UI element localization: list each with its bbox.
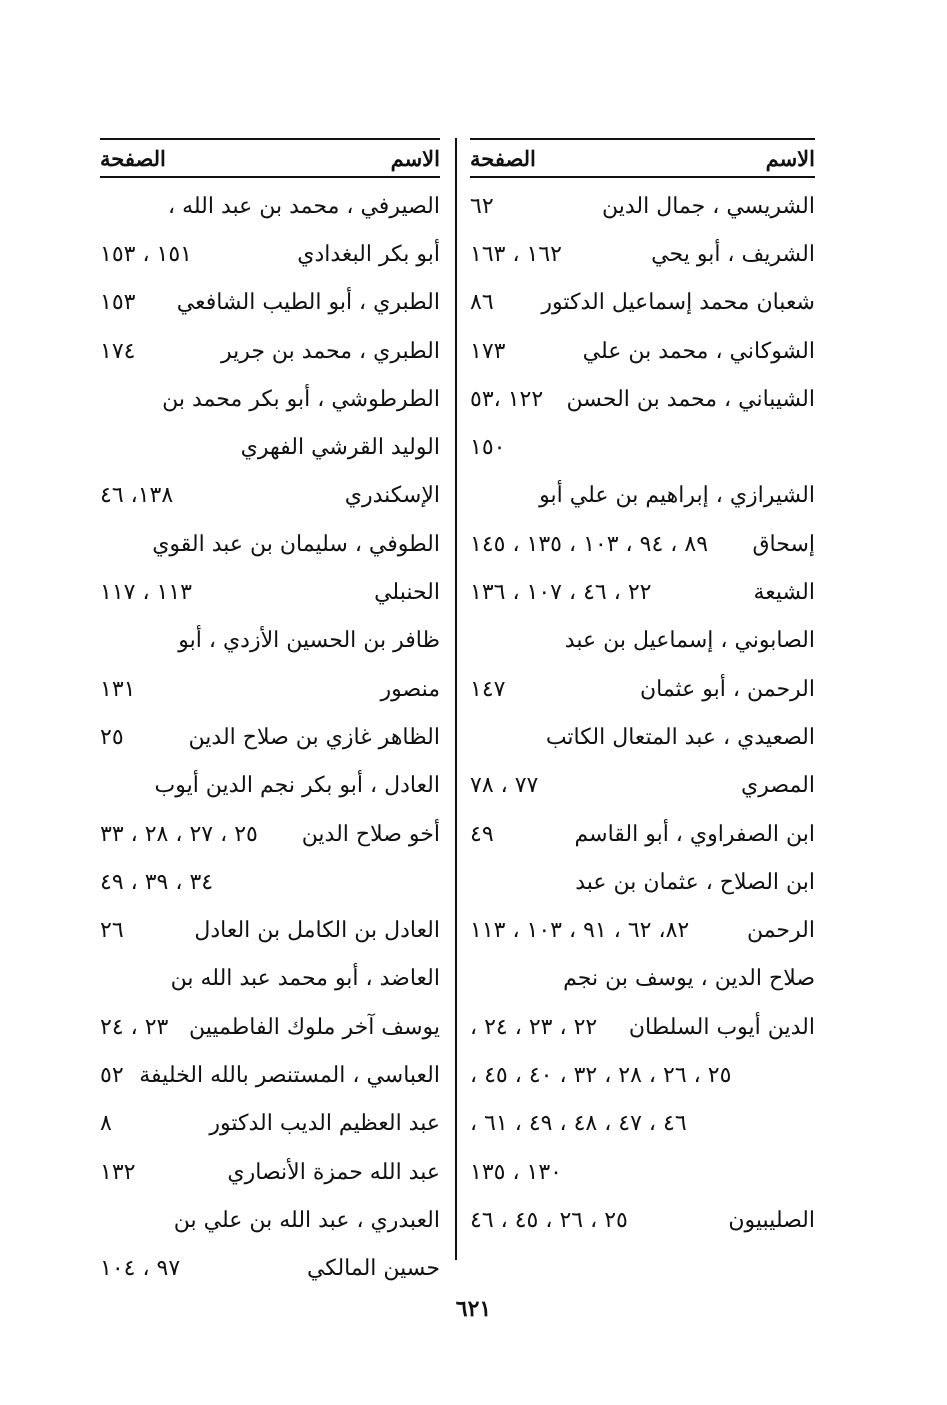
index-column-left: [100, 138, 440, 1293]
index-entry: [100, 810, 440, 858]
index-entry: [100, 182, 440, 230]
entry-name: عبد الله حمزة الأنصاري: [227, 1159, 440, 1185]
name-header: الاسم: [765, 145, 815, 171]
index-entry: [470, 375, 815, 423]
entry-name: الشوكاني ، محمد بن علي: [582, 338, 815, 364]
entry-name: ظافر بن الحسين الأزدي ، أبو: [178, 628, 440, 654]
entry-name: الرحمن ، أبو عثمان: [639, 676, 815, 702]
index-entry: [100, 713, 440, 761]
entry-pages: ١٣٨، ٤٦: [100, 483, 174, 509]
index-entry: [470, 762, 815, 810]
index-entry: [100, 858, 440, 906]
entry-pages: ٧٧ ، ٧٨: [470, 773, 539, 799]
entry-pages: ٢٢ ، ٤٦ ، ١٠٧ ، ١٣٦: [470, 580, 652, 606]
index-entry: [100, 1148, 440, 1196]
index-entry: [470, 182, 815, 230]
entry-name: شعبان محمد إسماعيل الدكتور: [541, 290, 815, 316]
entry-name: الدين أيوب السلطان: [628, 1014, 815, 1040]
entry-name: الظاهر غازي بن صلاح الدين: [188, 724, 440, 750]
entry-name: صلاح الدين ، يوسف بن نجم: [563, 966, 815, 992]
entry-pages: ٢٢ ، ٢٣ ، ٢٤ ،: [470, 1014, 598, 1040]
entry-pages: ٤٦ ، ٤٧ ، ٤٨ ، ٤٩ ، ٦١ ،: [470, 1111, 687, 1137]
index-entry: [100, 1003, 440, 1051]
entry-pages: ١٥٠: [470, 435, 506, 461]
entry-name: الصابوني ، إسماعيل بن عبد: [564, 628, 815, 654]
entry-pages: ٣٤ ، ٣٩ ، ٤٩: [100, 869, 214, 895]
entry-name: ابن الصلاح ، عثمان بن عبد: [575, 869, 815, 895]
index-entry: [100, 906, 440, 954]
index-entry: [470, 810, 815, 858]
index-entry: [470, 1148, 815, 1196]
index-column-right: [470, 138, 815, 1245]
entry-name: الإسكندري: [344, 483, 440, 509]
page-header: الصفحة: [470, 145, 536, 171]
entry-pages: ١٥٣: [100, 290, 136, 316]
entry-pages: ١٥١ ، ١٥٣: [100, 241, 192, 267]
index-entry: [470, 279, 815, 327]
page-header: الصفحة: [100, 145, 166, 171]
index-entry: [100, 230, 440, 278]
entry-name: العادل ، أبو بكر نجم الدين أيوب: [154, 773, 440, 799]
index-entry: [100, 472, 440, 520]
index-entry: [100, 955, 440, 1003]
entry-name: المصري: [741, 773, 815, 799]
index-entry: [470, 906, 815, 954]
entry-pages: ٢٣ ، ٢٤: [100, 1014, 169, 1040]
entry-name: يوسف آخر ملوك الفاطميين: [189, 1014, 440, 1040]
page-number: ٦٢١: [455, 1296, 492, 1322]
entry-name: الطبري ، أبو الطيب الشافعي: [176, 290, 440, 316]
index-entry: [470, 327, 815, 375]
index-entry: [470, 955, 815, 1003]
column-header: [470, 138, 815, 178]
index-entry: [100, 617, 440, 665]
entry-pages: ٢٥ ، ٢٧ ، ٢٨ ، ٣٣: [100, 821, 258, 847]
entry-pages: ٤٩: [470, 821, 494, 847]
entry-pages: ٢٦: [100, 918, 124, 944]
entry-pages: ٨: [100, 1111, 112, 1137]
entry-name: الطبري ، محمد بن جرير: [220, 338, 440, 364]
entry-name: أبو بكر البغدادي: [297, 241, 440, 267]
entry-name: الرحمن: [746, 918, 815, 944]
index-entry: [100, 327, 440, 375]
entry-name: الصليبيون: [728, 1207, 815, 1233]
index-entry: [470, 665, 815, 713]
entry-name: حسين المالكي: [306, 1256, 440, 1282]
entry-name: الشريسي ، جمال الدين: [602, 193, 815, 219]
entry-name: أخو صلاح الدين: [301, 821, 440, 847]
entry-pages: ٨٩ ، ٩٤ ، ١٠٣ ، ١٣٥ ، ١٤٥: [470, 531, 709, 557]
index-entry: [470, 568, 815, 616]
index-entry: [470, 1051, 815, 1099]
entry-pages: ٢٥ ، ٢٦ ، ٤٥ ، ٤٦: [470, 1207, 628, 1233]
entry-pages: ١١٣ ، ١١٧: [100, 580, 192, 606]
index-entry: [100, 1100, 440, 1148]
entry-name: الصعيدي ، عبد المتعال الكاتب: [545, 724, 815, 750]
index-entry: [100, 375, 440, 423]
index-entry: [100, 1245, 440, 1293]
entry-name: منصور: [380, 676, 440, 702]
entry-name: الشريف ، أبو يحي: [651, 241, 815, 267]
entry-pages: ٨٦: [470, 290, 494, 316]
index-entry: [100, 279, 440, 327]
index-entry: [470, 1003, 815, 1051]
index-entry: [470, 520, 815, 568]
entry-name: الطوفي ، سليمان بن عبد القوي: [152, 531, 440, 557]
entry-pages: ١٣١: [100, 676, 136, 702]
entry-name: الوليد القرشي الفهري: [240, 435, 440, 461]
entry-name: الشيباني ، محمد بن الحسن: [566, 386, 815, 412]
column-header: [100, 138, 440, 178]
entry-name: الشيرازي ، إبراهيم بن علي أبو: [539, 483, 815, 509]
index-entries: [470, 178, 815, 1245]
index-entry: [470, 423, 815, 471]
entry-name: العباسي ، المستنصر بالله الخليفة: [139, 1062, 440, 1088]
entry-name: ابن الصفراوي ، أبو القاسم: [574, 821, 815, 847]
index-entry: [470, 617, 815, 665]
index-entry: [470, 1196, 815, 1244]
index-entry: [100, 762, 440, 810]
entry-pages: ١٧٤: [100, 338, 136, 364]
entry-pages: ٨٢، ٦٢ ، ٩١ ، ١٠٣ ، ١١٣: [470, 918, 690, 944]
entry-name: الصيرفي ، محمد بن عبد الله ،: [167, 193, 440, 219]
entry-name: عبد العظيم الديب الدكتور: [209, 1111, 440, 1137]
entry-name: العاضد ، أبو محمد عبد الله بن: [170, 966, 440, 992]
index-entry: [470, 1100, 815, 1148]
entry-pages: ١٣٠ ، ١٣٥: [470, 1159, 562, 1185]
entry-pages: ١٣٢: [100, 1159, 136, 1185]
entry-name: الطرطوشي ، أبو بكر محمد بن: [162, 386, 440, 412]
entry-name: الحنبلي: [374, 580, 440, 606]
entry-pages: ١٤٧: [470, 676, 506, 702]
entry-pages: ٥٢: [100, 1062, 124, 1088]
index-entry: [100, 568, 440, 616]
entry-pages: ١٧٣: [470, 338, 506, 364]
index-entry: [470, 230, 815, 278]
entry-name: العبدري ، عبد الله بن علي بن: [173, 1207, 440, 1233]
column-divider: [455, 138, 457, 1260]
entry-pages: ٦٢: [470, 193, 494, 219]
entry-pages: ٢٥: [100, 724, 124, 750]
entry-name: العادل بن الكامل بن العادل: [194, 918, 440, 944]
index-entry: [100, 1051, 440, 1099]
entry-pages: ٩٧ ، ١٠٤: [100, 1256, 181, 1282]
name-header: الاسم: [390, 145, 440, 171]
entry-pages: ٢٥ ، ٢٦ ، ٢٨ ، ٣٢ ، ٤٠ ، ٤٥ ،: [470, 1062, 732, 1088]
index-entry: [470, 472, 815, 520]
index-entry: [470, 713, 815, 761]
index-entry: [100, 423, 440, 471]
entry-pages: ١٢٢ ،٥٣: [470, 386, 544, 412]
index-entry: [470, 858, 815, 906]
entry-name: الشيعة: [753, 580, 815, 606]
index-entry: [100, 520, 440, 568]
index-entry: [100, 665, 440, 713]
index-entries: [100, 178, 440, 1293]
entry-name: إسحاق: [752, 531, 815, 557]
index-entry: [100, 1196, 440, 1244]
entry-pages: ١٦٢ ، ١٦٣: [470, 241, 562, 267]
